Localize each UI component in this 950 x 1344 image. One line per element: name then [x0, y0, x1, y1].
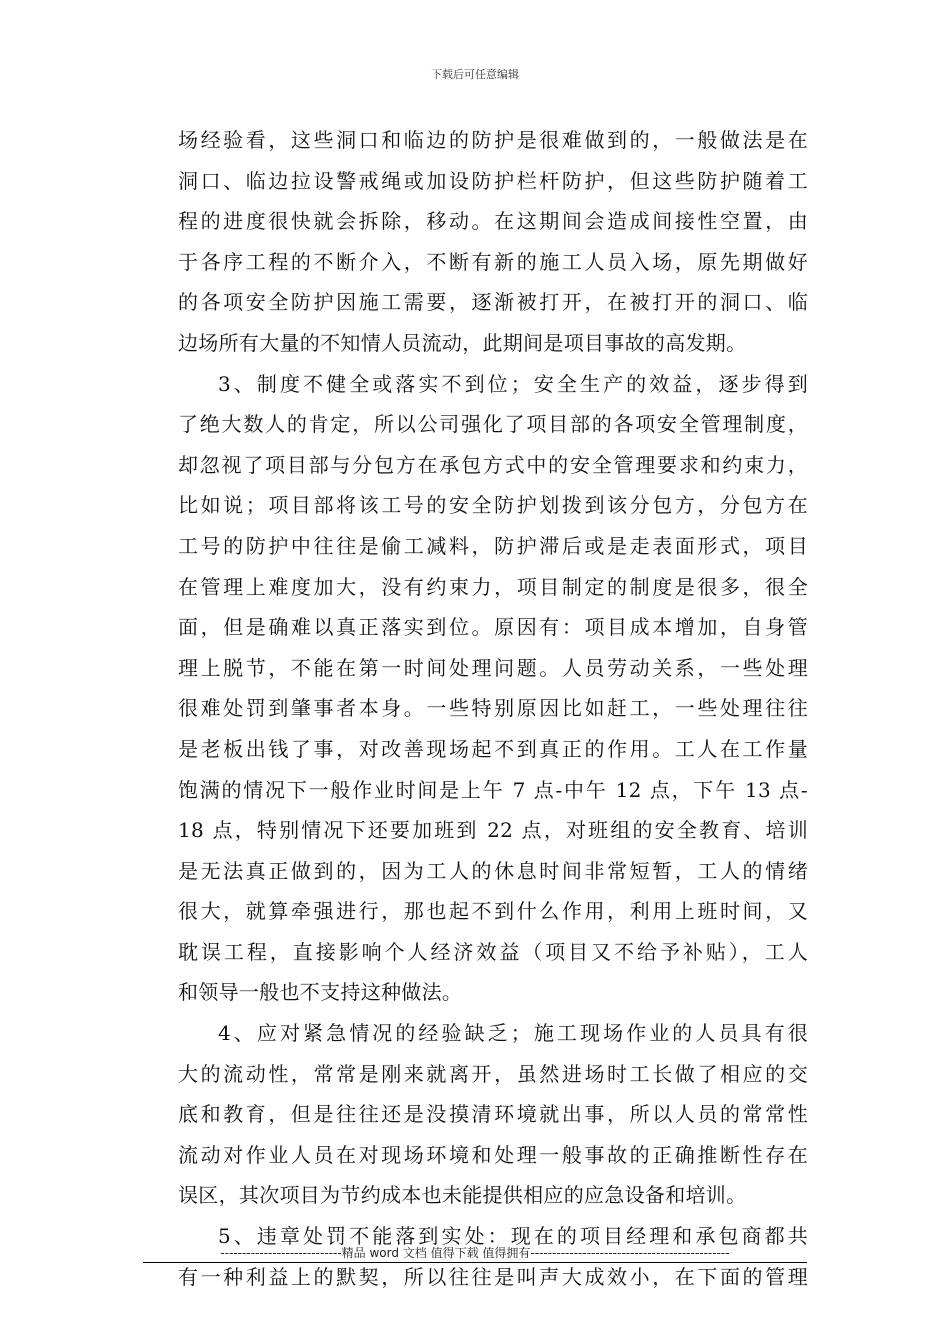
text-line: 程的进度很快就会拆除，移动。在这期间会造成间接性空置，由: [178, 209, 808, 234]
text-line: 很难处罚到肇事者本身。一些特别原因比如赶工，一些处理往往: [178, 696, 808, 721]
text-line: 4、应对紧急情况的经验缺乏；施工现场作业的人员具有很: [218, 1021, 808, 1046]
text-line: 了绝大数人的肯定，所以公司强化了项目部的各项安全管理制度，: [178, 412, 808, 437]
text-line: 很大，就算牵强进行，那也起不到什么作用，利用上班时间，又: [178, 899, 808, 924]
text-line: 误区，其次项目为节约成本也未能提供相应的应急设备和培训。: [178, 1183, 747, 1208]
text-line: 的各项安全防护因施工需要，逐渐被打开，在被打开的洞口、临: [178, 290, 808, 315]
text-line: 底和教育，但是往往还是没摸清环境就出事，所以人员的常常性: [178, 1102, 808, 1127]
text-line: 有一种利益上的默契，所以往往是叫声大成效小，在下面的管理: [178, 1264, 808, 1289]
text-line: 和领导一般也不支持这种做法。: [178, 980, 463, 1005]
text-line: 场经验看，这些洞口和临边的防护是很难做到的，一般做法是在: [178, 128, 808, 152]
text-line: 于各序工程的不断介入，不断有新的施工人员入场，原先期做好: [178, 249, 808, 274]
text-line: 耽误工程，直接影响个人经济效益（项目又不给予补贴），工人: [178, 939, 808, 964]
text-line: 18 点，特别情况下还要加班到 22 点，对班组的安全教育、培训: [178, 818, 808, 843]
text-line: 边场所有大量的不知情人员流动，此期间是项目事故的高发期。: [178, 330, 747, 355]
document-body: [178, 120, 808, 1297]
text-line: 在管理上难度加大，没有约束力，项目制定的制度是很多，很全: [178, 574, 808, 599]
text-line: 流动对作业人员在对现场环境和处理一般事故的正确推断性存在: [178, 1142, 808, 1167]
text-line: 是无法真正做到的，因为工人的休息时间非常短暂，工人的情绪: [178, 858, 808, 883]
text-line: 洞口、临边拉设警戒绳或加设防护栏杆防护，但这些防护随着工: [178, 168, 808, 193]
text-line: 大的流动性，常常是刚来就离开，虽然进场时工长做了相应的交: [178, 1061, 808, 1086]
text-line: 3、制度不健全或落实不到位；安全生产的效益，逐步得到: [218, 371, 808, 396]
page-header: 下载后可任意编辑: [431, 68, 519, 81]
text-line: 面，但是确难以真正落实到位。原因有：项目成本增加，自身管: [178, 615, 808, 640]
text-line: 是老板出钱了事，对改善现场起不到真正的作用。工人在工作量: [178, 736, 808, 761]
text-line: 理上脱节，不能在第一时间处理问题。人员劳动关系，一些处理: [178, 655, 808, 680]
page-footer: ----------------------------精品 word 文档 值得下载 值得拥有----------------------------------------------: [220, 1246, 730, 1260]
text-line: 比如说；项目部将该工号的安全防护划拨到该分包方，分包方在: [178, 493, 808, 518]
text-line: 5、违章处罚不能落到实处：现在的项目经理和承包商都共: [218, 1224, 808, 1249]
footer-divider: [143, 1262, 807, 1263]
text-line: 工号的防护中往往是偷工减料，防护滞后或是走表面形式，项目: [178, 533, 808, 558]
text-line: 却忽视了项目部与分包方在承包方式中的安全管理要求和约束力，: [178, 452, 808, 477]
text-line: 饱满的情况下一般作业时间是上午 7 点-中午 12 点，下午 13 点-: [178, 777, 808, 802]
